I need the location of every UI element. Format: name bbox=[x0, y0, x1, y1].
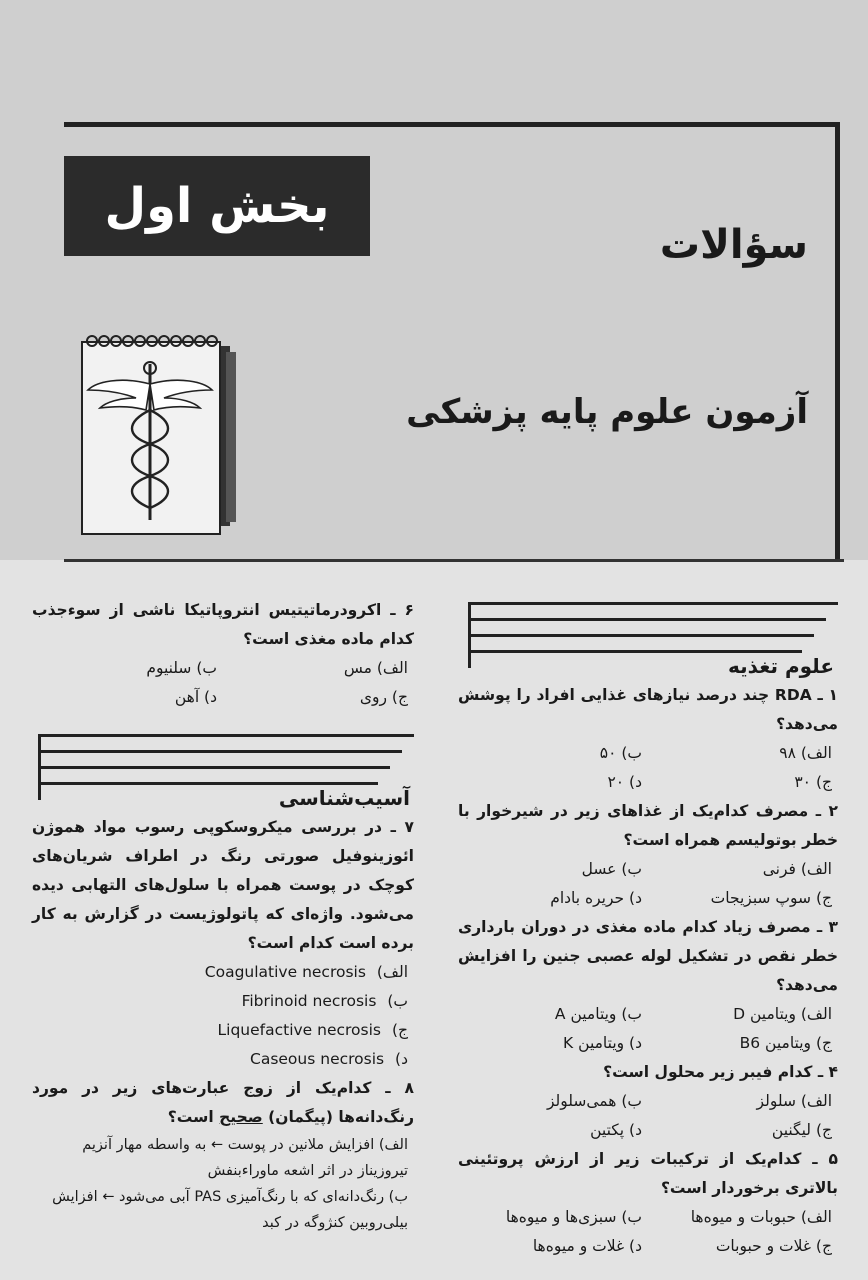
option-b: ب) همی‌سلولز bbox=[546, 1092, 642, 1110]
question-3 bbox=[458, 913, 838, 1058]
option-d bbox=[32, 1045, 414, 1074]
option-b: ب) سبزی‌ها و میوه‌ها bbox=[505, 1208, 642, 1226]
questions-heading: سؤالات bbox=[659, 222, 808, 268]
question-6 bbox=[32, 596, 414, 712]
option-a: الف) فرنی bbox=[762, 860, 832, 878]
option-b bbox=[32, 987, 414, 1016]
option-a: الف) افزایش ملانین در پوست ← به واسطه مهار آنزیم تیروزیناز در اثر اشعه ماوراءبنفش bbox=[82, 1137, 408, 1179]
option-term: Fibrinoid necrosis bbox=[241, 992, 377, 1010]
question-text: ۱ ـ RDA چند درصد نیازهای غذایی افراد را پوشش می‌دهد؟ bbox=[458, 686, 839, 733]
option-marker: ج) bbox=[391, 1021, 408, 1039]
option-d: د) حریره بادام bbox=[550, 889, 642, 907]
option-marker: د) bbox=[395, 1050, 408, 1068]
option-c bbox=[32, 1016, 414, 1045]
caduceus-notebook-icon bbox=[80, 332, 250, 536]
option-c: ج) غلات و حبوبات bbox=[715, 1237, 832, 1255]
option-a: الف) ویتامین D bbox=[733, 1005, 832, 1023]
question-8 bbox=[32, 1074, 414, 1236]
option-b: ب) رنگ‌دانه‌ای که با رنگ‌آمیزی PAS آبی می‌شود ← افزایش بیلی‌روبین کنژوگه در کبد bbox=[52, 1189, 408, 1231]
question-text-before: ۸ ـ کدام‌یک از زوج عبارت‌های زیر در مورد رنگ‌دانه‌ها (پیگمان) bbox=[32, 1079, 414, 1126]
option-b: ب) ۵۰ bbox=[599, 744, 642, 762]
right-column bbox=[458, 596, 838, 1261]
question-text: ۴ ـ کدام فیبر زیر محلول است؟ bbox=[603, 1063, 838, 1081]
option-c: ج) ۳۰ bbox=[794, 773, 832, 791]
question-1 bbox=[458, 681, 838, 797]
option-c: ج) سوپ سبزیجات bbox=[710, 889, 832, 907]
option-d: د) آهن bbox=[174, 688, 217, 706]
question-text: ۷ ـ در بررسی میکروسکوپی رسوب مواد هموژن ائوزینوفیل صورتی رنگ در اطراف شریان‌های کوچک در پوست همراه با سلول‌های التهابی دیده می‌شود. واژه‌ای که پاتولوژیست در گزارش به کار برده است کدام است؟ bbox=[32, 818, 414, 952]
question-text: ۵ ـ کدام‌یک از ترکیبات زیر از ارزش پروتئینی بالاتری برخوردار است؟ bbox=[458, 1150, 838, 1197]
exam-title: آزمون علوم پایه پزشکی bbox=[406, 392, 808, 432]
header-bottom-rule bbox=[64, 559, 844, 562]
option-a: الف) سلولز bbox=[756, 1092, 832, 1110]
question-text: ۲ ـ مصرف کدام‌یک از غذاهای زیر در شیرخوار با خطر بوتولیسم همراه است؟ bbox=[458, 802, 838, 849]
option-a: الف) مس bbox=[343, 659, 408, 677]
option-d: د) غلات و میوه‌ها bbox=[532, 1237, 642, 1255]
option-c: ج) لیگنین bbox=[771, 1121, 832, 1139]
option-marker: الف) bbox=[376, 963, 408, 981]
option-term: Caseous necrosis bbox=[250, 1050, 385, 1068]
option-a: الف) ۹۸ bbox=[779, 744, 832, 762]
option-c: ج) روی bbox=[359, 688, 408, 706]
option-a bbox=[32, 958, 414, 987]
question-5 bbox=[458, 1145, 838, 1261]
question-4 bbox=[458, 1058, 838, 1145]
option-c: ج) ویتامین B6 bbox=[739, 1034, 832, 1052]
question-2 bbox=[458, 797, 838, 913]
question-text: ۶ ـ اکرودرماتیتیس انتروپاتیکا ناشی از سوء‌جذب کدام ماده مغذی است؟ bbox=[32, 601, 414, 648]
option-d: د) پکتین bbox=[590, 1121, 642, 1139]
option-a: الف) حبوبات و میوه‌ها bbox=[690, 1208, 832, 1226]
section-title-pathology: آسیب‌شناسی bbox=[278, 786, 410, 810]
question-7 bbox=[32, 813, 414, 1074]
part-label: بخش اول bbox=[64, 156, 370, 256]
option-term: Coagulative necrosis bbox=[204, 963, 366, 981]
question-text-after: است؟ bbox=[167, 1108, 214, 1126]
section-title-nutrition: علوم تغذیه bbox=[728, 654, 834, 678]
option-d: د) ویتامین K bbox=[563, 1034, 642, 1052]
option-b: ب) ویتامین A bbox=[554, 1005, 642, 1023]
question-emphasis: صحیح bbox=[219, 1108, 263, 1126]
option-d: د) ۲۰ bbox=[607, 773, 642, 791]
option-b: ب) سلنیوم bbox=[146, 659, 217, 677]
left-column bbox=[32, 596, 414, 1236]
option-marker: ب) bbox=[387, 992, 408, 1010]
option-term: Liquefactive necrosis bbox=[217, 1021, 381, 1039]
question-text bbox=[32, 1074, 414, 1132]
option-b: ب) عسل bbox=[581, 860, 642, 878]
question-text: ۳ ـ مصرف زیاد کدام ماده مغذی در دوران بارداری خطر نقص در تشکیل لوله عصبی جنین را افزایش می‌دهد؟ bbox=[458, 918, 838, 994]
